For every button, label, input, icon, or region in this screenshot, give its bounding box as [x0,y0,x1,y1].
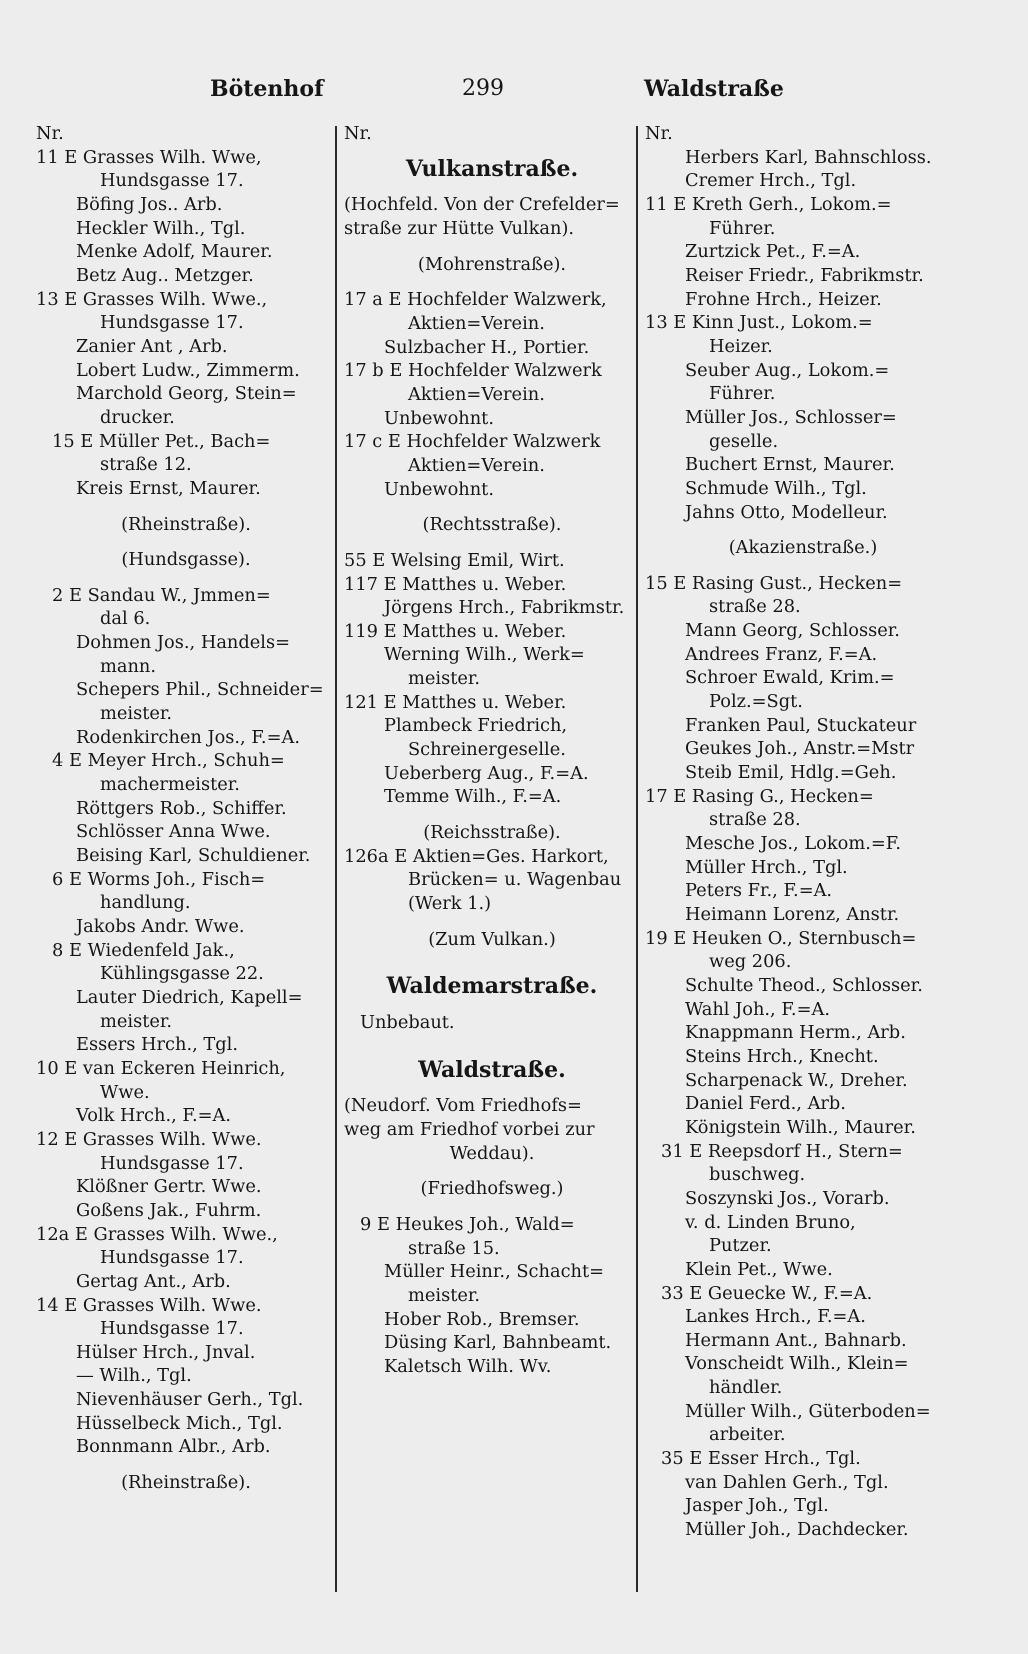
directory-line: Aktien=Verein. [408,454,545,476]
directory-column-3 [645,122,961,1542]
directory-line: Lobert Ludw., Zimmerm. [76,359,300,381]
directory-line: Herbers Karl, Bahnschloss. [685,146,932,168]
directory-line: Unbebaut. [360,1012,455,1033]
directory-line: Geukes Joh., Anstr.=Mstr [685,738,915,760]
directory-line: Steins Hrch., Knecht. [685,1045,879,1067]
directory-line: 12 E Grasses Wilh. Wwe. [36,1128,262,1150]
directory-line: Müller Hrch., Tgl. [685,856,848,878]
directory-line: Zanier Ant , Arb. [76,335,228,357]
directory-line: 55 E Welsing Emil, Wirt. [344,549,565,571]
directory-line: weg am Friedhof vorbei zur [344,1118,595,1140]
street-heading: Waldstraße. [418,1058,566,1083]
directory-line: Müller Heinr., Schacht= [384,1261,605,1283]
directory-line: Plambeck Friedrich, [384,715,568,737]
directory-line: Jakobs Andr. Wwe. [76,916,245,937]
directory-line: Goßens Jak., Fuhrm. [76,1199,262,1221]
directory-line: 14 E Grasses Wilh. Wwe. [36,1294,262,1316]
directory-line: Schroer Ewald, Krim.= [685,667,895,689]
directory-line: buschweg. [709,1164,806,1186]
spacer [344,916,640,928]
spacer [645,560,961,572]
directory-line: Kühlingsgasse 22. [100,963,264,985]
directory-line: Hermann Ant., Bahnarb. [685,1329,907,1351]
directory-line: 119 E Matthes u. Weber. [344,620,567,642]
cross-street-label: (Hundsgasse). [121,549,251,571]
directory-line: Soszynski Jos., Vorarb. [685,1187,890,1209]
directory-line: 2 E Sandau W., Jmmen= [52,584,271,606]
cross-street-label: (Rechtsstraße). [422,514,562,536]
cross-street-label: (Friedhofsweg.) [420,1178,564,1200]
directory-line: Seuber Aug., Lokom.= [685,359,890,381]
spacer [344,951,640,963]
directory-line: — Wilh., Tgl. [76,1365,192,1387]
cross-street-label: (Rheinstraße). [121,513,251,535]
directory-line: v. d. Linden Bruno, [685,1211,856,1233]
directory-line: straße 28. [709,809,801,831]
directory-line: (Werk 1.) [408,893,492,915]
directory-line: Peters Fr., F.=A. [685,880,833,902]
directory-line: Lankes Hrch., F.=A. [685,1306,866,1328]
directory-line: 117 E Matthes u. Weber. [344,573,567,595]
directory-line: 17 c E Hochfelder Walzwerk [344,431,601,453]
spacer [344,1165,640,1177]
directory-column-1 [36,122,336,1495]
directory-line: Hober Rob., Bremser. [384,1308,580,1330]
directory-line: Menke Adolf, Maurer. [76,241,273,263]
directory-line: 6 E Worms Joh., Fisch= [52,868,266,890]
directory-line: 13 E Kinn Just., Lokom.= [645,312,873,334]
directory-line: 17 b E Hochfelder Walzwerk [344,360,602,382]
directory-line: Lauter Diedrich, Kapell= [76,986,303,1008]
directory-line: Nr. [344,123,372,144]
directory-line: Klößner Gertr. Wwe. [76,1176,262,1198]
directory-line: Böfing Jos.. Arb. [76,193,223,215]
directory-line: 12a E Grasses Wilh. Wwe., [36,1223,278,1245]
directory-line: Franken Paul, Stuckateur [685,714,917,736]
directory-line: Dohmen Jos., Handels= [76,632,290,654]
spacer [344,1082,640,1094]
directory-line: Volk Hrch., F.=A. [76,1105,232,1127]
spacer [344,501,640,513]
directory-line: 121 E Matthes u. Weber. [344,691,567,713]
spacer [344,1035,640,1047]
directory-line: 19 E Heuken O., Sternbusch= [645,927,917,949]
directory-line: Müller Wilh., Güterboden= [685,1400,931,1422]
spacer [344,241,640,253]
spacer [344,1201,640,1213]
spacer [344,537,640,549]
directory-line: Heizer. [709,335,773,357]
directory-line: geselle. [709,430,779,452]
directory-line: Jahns Otto, Modelleur. [685,501,888,523]
spacer [344,809,640,821]
directory-line: Mann Georg, Schlosser. [685,620,900,642]
spacer [36,1459,336,1471]
directory-line: Cremer Hrch., Tgl. [685,170,857,192]
directory-line: Frohne Hrch., Heizer. [685,288,882,310]
directory-line: dal 6. [100,608,151,630]
directory-line: 15 E Müller Pet., Bach= [52,430,271,452]
directory-line: Müller Joh., Dachdecker. [685,1519,909,1541]
directory-line: Jasper Joh., Tgl. [685,1495,829,1517]
spacer [36,501,336,513]
directory-line: mann. [100,655,157,677]
directory-line: 8 E Wiedenfeld Jak., [52,939,235,961]
cross-street-label: (Mohrenstraße). [417,253,567,275]
directory-line: Heckler Wilh., Tgl. [76,217,246,239]
directory-line: Aktien=Verein. [408,383,545,405]
directory-line: 31 E Reepsdorf H., Stern= [661,1140,903,1162]
directory-line: Knappmann Herm., Arb. [685,1022,906,1044]
directory-line: straße zur Hütte Vulkan). [344,217,575,239]
directory-line: handlung. [100,892,191,914]
directory-line: Müller Jos., Schlosser= [685,406,897,428]
directory-line: Reiser Friedr., Fabrikmstr. [685,264,924,286]
spacer [344,181,640,193]
directory-line: Sulzbacher H., Portier. [384,336,590,358]
directory-line: Ueberberg Aug., F.=A. [384,762,589,784]
directory-line: Essers Hrch., Tgl. [76,1034,238,1056]
directory-line: meister. [408,668,481,690]
directory-line: 11 E Kreth Gerh., Lokom.= [645,193,892,215]
directory-line: Bonnmann Albr., Arb. [76,1436,271,1458]
directory-line: Röttgers Rob., Schiffer. [76,797,287,819]
directory-line: (Hochfeld. Von der Crefelder= [344,194,620,216]
directory-line: Wwe. [100,1081,150,1103]
directory-line: 33 E Geuecke W., F.=A. [661,1282,873,1304]
directory-line: (Neudorf. Vom Friedhofs= [344,1095,582,1117]
directory-line: Unbewohnt. [384,407,494,429]
directory-line: Gertag Ant., Arb. [76,1270,231,1292]
directory-line: Andrees Franz, F.=A. [685,643,878,665]
directory-line: Hundsgasse 17. [100,1318,244,1340]
directory-line: van Dahlen Gerh., Tgl. [685,1471,889,1493]
directory-column-2 [344,122,640,1379]
directory-line: straße 15. [408,1237,500,1259]
directory-line: meister. [408,1284,481,1306]
directory-line: Führer. [709,383,776,405]
directory-line: Hundsgasse 17. [100,170,244,192]
directory-line: Zurtzick Pet., F.=A. [685,241,861,263]
directory-line: Hülser Hrch., Jnval. [76,1341,256,1363]
directory-line: Königstein Wilh., Maurer. [685,1116,916,1138]
directory-line: händler. [709,1377,783,1399]
directory-line: Schlösser Anna Wwe. [76,821,271,843]
spacer [344,999,640,1011]
directory-line: 10 E van Eckeren Heinrich, [36,1057,286,1079]
directory-line: Mesche Jos., Lokom.=F. [685,833,901,855]
cross-street-label: (Zum Vulkan.) [428,928,556,950]
directory-line: Nr. [36,123,64,144]
directory-line: Schreinergeselle. [408,739,566,761]
directory-line: Betz Aug.. Metzger. [76,264,254,286]
directory-line: Wahl Joh., F.=A. [685,998,830,1020]
directory-line: 35 E Esser Hrch., Tgl. [661,1448,861,1470]
street-heading: Vulkanstraße. [405,157,579,182]
directory-line: Hundsgasse 17. [100,1152,244,1174]
directory-line: Kreis Ernst, Maurer. [76,477,261,499]
directory-line: Steib Emil, Hdlg.=Geh. [685,762,897,784]
cross-street-label: (Reichsstraße). [423,822,561,844]
directory-line: Schulte Theod., Schlosser. [685,974,923,996]
directory-line: Kaletsch Wilh. Wv. [384,1355,552,1377]
directory-line: Führer. [709,217,776,239]
spacer [645,524,961,536]
running-head-left: Bötenhof [210,76,324,102]
directory-line: Daniel Ferd., Arb. [685,1093,846,1115]
spacer [344,1047,640,1059]
directory-line: Düsing Karl, Bahnbeamt. [384,1332,612,1354]
cross-street-label: Weddau). [449,1142,535,1164]
directory-line: Marchold Georg, Stein= [76,383,297,405]
directory-line: Scharpenack W., Dreher. [685,1069,908,1091]
directory-line: meister. [100,1010,173,1032]
directory-line: weg 206. [709,951,792,973]
directory-line: meister. [100,703,173,725]
directory-line: 11 E Grasses Wilh. Wwe, [36,146,262,168]
directory-line: Nievenhäuser Gerh., Tgl. [76,1389,304,1411]
directory-line: Hundsgasse 17. [100,312,244,334]
directory-line: Rodenkirchen Jos., F.=A. [76,726,300,748]
spacer [36,536,336,548]
directory-line: Jörgens Hrch., Fabrikmstr. [384,597,625,619]
cross-street-label: (Akazienstraße.) [728,537,878,559]
directory-line: straße 28. [709,596,801,618]
directory-line: Klein Pet., Wwe. [685,1258,833,1280]
directory-line: Hüsselbeck Mich., Tgl. [76,1412,283,1434]
spacer [344,146,640,158]
directory-line: Aktien=Verein. [408,312,545,334]
directory-line: Beising Karl, Schuldiener. [76,845,311,867]
directory-line: Putzer. [709,1235,772,1257]
directory-line: 13 E Grasses Wilh. Wwe., [36,288,268,310]
directory-line: Brücken= u. Wagenbau [408,869,622,891]
directory-line: machermeister. [100,774,240,796]
directory-line: straße 12. [100,454,192,476]
directory-line: 17 a E Hochfelder Walzwerk, [344,289,607,311]
spacer [344,276,640,288]
directory-line: arbeiter. [709,1424,786,1446]
running-head-right: Waldstraße [644,76,784,102]
spacer [36,572,336,584]
directory-line: 15 E Rasing Gust., Hecken= [645,572,903,594]
directory-line: Heimann Lorenz, Anstr. [685,904,900,925]
directory-line: Schepers Phil., Schneider= [76,679,324,701]
directory-line: Vonscheidt Wilh., Klein= [685,1353,909,1375]
directory-line: drucker. [100,406,175,428]
page-number: 299 [462,76,504,101]
directory-line: Temme Wilh., F.=A. [384,786,562,808]
cross-street-label: (Rheinstraße). [121,1472,251,1494]
directory-line: 126a E Aktien=Ges. Harkort, [344,845,609,867]
street-heading: Waldemarstraße. [386,975,598,999]
directory-line: 17 E Rasing G., Hecken= [645,785,874,807]
directory-line: Polz.=Sgt. [709,691,803,713]
spacer [344,963,640,975]
directory-line: Schmude Wilh., Tgl. [685,477,867,499]
directory-line: 9 E Heukes Joh., Wald= [360,1213,575,1235]
directory-line: Hundsgasse 17. [100,1247,244,1269]
directory-line: Nr. [645,123,673,144]
directory-line: Werning Wilh., Werk= [384,644,585,666]
directory-line: 4 E Meyer Hrch., Schuh= [52,750,285,772]
directory-line: Unbewohnt. [384,478,494,500]
directory-line: Buchert Ernst, Maurer. [685,454,895,476]
